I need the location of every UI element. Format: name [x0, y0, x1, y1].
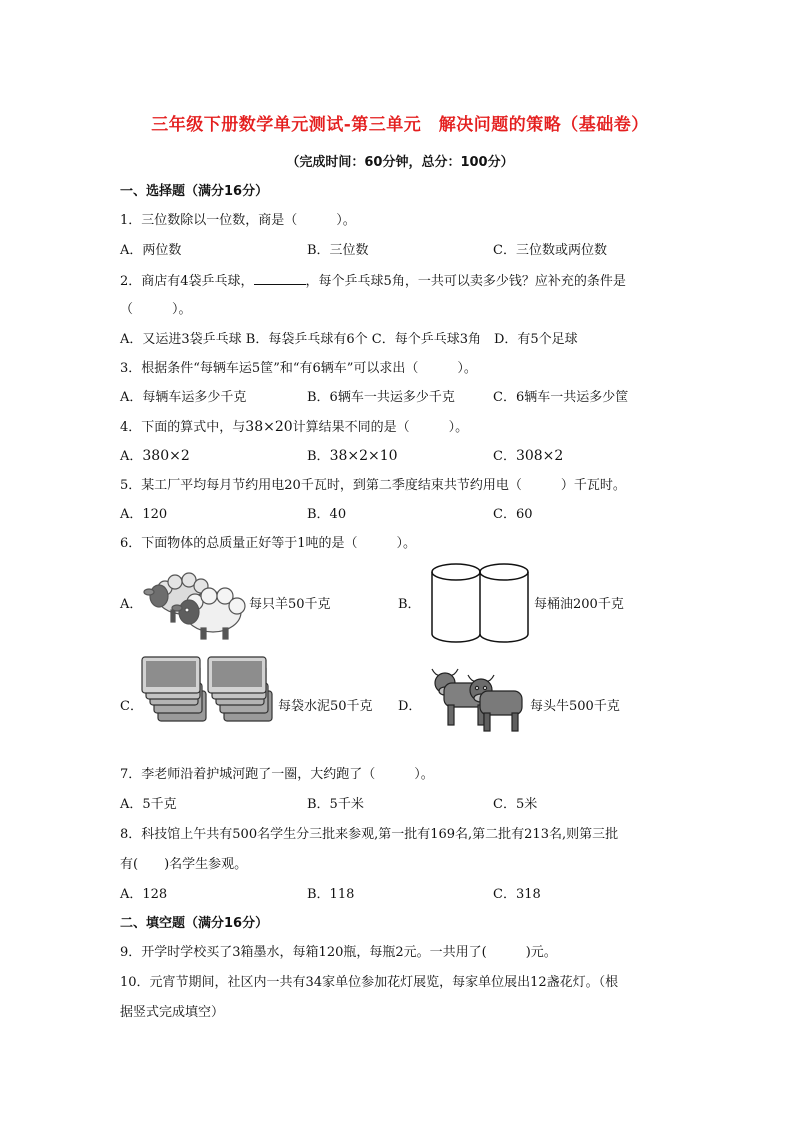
q4-a-expr: 380×2 [142, 448, 190, 464]
q6-option-c-text: 每袋水泥50千克 [278, 699, 373, 714]
q5-option-b[interactable]: B．40 [307, 507, 347, 522]
oxen-image [428, 663, 526, 733]
q1-option-c[interactable]: C．三位数或两位数 [493, 243, 607, 258]
q6-stem: 6．下面物体的总质量正好等于1吨的是（ ）。 [120, 536, 417, 551]
section-choice-heading: 一、选择题（满分16分） [120, 184, 269, 199]
q4-b-label: B． [307, 449, 330, 464]
q2-stem [120, 271, 626, 291]
q4-stem [120, 418, 468, 437]
q7-option-c[interactable]: C．5米 [493, 797, 538, 812]
q4-stem-pre: 4．下面的算式中，与 [120, 420, 246, 435]
q8-option-a[interactable]: A．128 [120, 887, 168, 902]
q4-b-expr: 38×2×10 [329, 448, 398, 464]
q5-stem: 5．某工厂平均每月节约用电20千瓦时，到第二季度结束共节约用电（ ）千瓦时。 [120, 478, 626, 493]
q3-option-b[interactable]: B．6辆车一共运多少千克 [307, 390, 455, 405]
q2-stem-pre: 2．商店有4袋乒乓球， [120, 274, 254, 289]
q8-option-c[interactable]: C．318 [493, 887, 541, 902]
q6-option-c-label[interactable]: C． [120, 699, 143, 714]
q2-stem-post: ，每个乒乓球5角，一共可以卖多少钱？应补充的条件是 [305, 274, 626, 289]
q7-option-a[interactable]: A．5千克 [120, 797, 177, 812]
q6-option-b-label[interactable]: B． [398, 597, 421, 612]
q8-stem: 8．科技馆上午共有500名学生分三批来参观,第一批有169名,第二批有213名,则第三批 [120, 827, 619, 842]
q9-stem: 9．开学时学校买了3箱墨水，每箱120瓶，每瓶2元。一共用了( )元。 [120, 945, 557, 960]
q5-option-c[interactable]: C．60 [493, 507, 533, 522]
cement-bags-image [140, 655, 275, 733]
q1-option-a[interactable]: A．两位数 [120, 243, 182, 258]
q4-option-b[interactable] [307, 447, 398, 466]
sheep-image [143, 566, 248, 641]
q2-blank [254, 271, 306, 285]
q5-option-a[interactable]: A．120 [120, 507, 168, 522]
page-title: 三年级下册数学单元测试-第三单元 解决问题的策略（基础卷） [151, 115, 649, 135]
q7-option-b[interactable]: B．5千米 [307, 797, 364, 812]
q8-option-b[interactable]: B．118 [307, 887, 355, 902]
q1-option-b[interactable]: B．三位数 [307, 243, 369, 258]
q3-stem: 3．根据条件“每辆车运5筐”和“有6辆车”可以求出（ ）。 [120, 361, 477, 376]
q6-option-d-label[interactable]: D． [398, 699, 422, 714]
q6-option-d-text: 每头牛500千克 [530, 699, 620, 714]
q6-option-b-text: 每桶油200千克 [534, 597, 624, 612]
section-fill-heading: 二、填空题（满分16分） [120, 916, 269, 931]
q4-option-a[interactable] [120, 447, 190, 466]
q4-expression: 38×20 [245, 419, 293, 435]
q7-stem: 7．李老师沿着护城河跑了一圈，大约跑了（ ）。 [120, 767, 434, 782]
q4-stem-post: 计算结果不同的是（ ）。 [292, 420, 469, 435]
q4-a-label: A． [120, 449, 143, 464]
q10-stem: 10．元宵节期间，社区内一共有34家单位参加花灯展览，每家单位展出12盏花灯。（根 [120, 975, 619, 990]
q6-option-a-label[interactable]: A． [120, 597, 143, 612]
q4-c-label: C． [493, 449, 516, 464]
q4-option-c[interactable] [493, 447, 563, 466]
q1-stem: 1．三位数除以一位数，商是（ ）。 [120, 213, 356, 228]
oil-barrels-image [430, 562, 530, 644]
q2-stem-line2: （ ）。 [120, 302, 192, 317]
q4-c-expr: 308×2 [515, 448, 564, 464]
q6-option-a-text: 每只羊50千克 [249, 597, 331, 612]
q2-options[interactable]: A．又运进3袋乒乓球 B．每袋乒乓球有6个 C．每个乒乓球3角 D．有5个足球 [120, 332, 578, 347]
q10-stem-line2: 据竖式完成填空） [120, 1005, 225, 1020]
q3-option-a[interactable]: A．每辆车运多少千克 [120, 390, 247, 405]
q8-stem-line2: 有( )名学生参观。 [120, 857, 248, 872]
q3-option-c[interactable]: C．6辆车一共运多少筐 [493, 390, 629, 405]
exam-subtitle: （完成时间：60分钟，总分：100分） [286, 155, 514, 170]
